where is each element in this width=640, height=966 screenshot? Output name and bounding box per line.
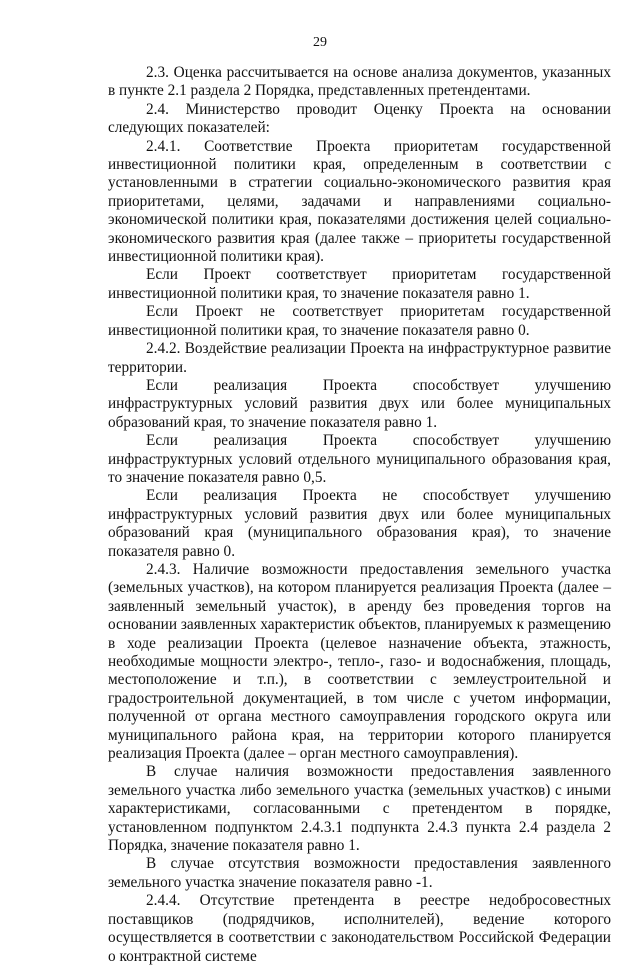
page-number: 29 bbox=[313, 35, 327, 50]
document-body bbox=[108, 64, 611, 966]
paragraph: 2.4.1. Соответствие Проекта приоритетам государственной инвестиционной политики края, определенным в соответствии с установленными в стратегии социально-экономического развития края приоритетами, целями, задачами и направлениями социально-экономической политики края, показателями достижения целей социально-экономического развития края (далее также – приоритеты государственной инвестиционной политики края). bbox=[108, 137, 611, 266]
paragraph: В случае наличия возможности предоставления заявленного земельного участка либо земельного участка (земельных участков) с иными характеристиками, согласованными с претендентом в порядке, установленном подпунктом 2.4.3.1 подпункта 2.4.3 пункта 2.4 раздела 2 Порядка, значение показателя равно 1. bbox=[108, 763, 611, 855]
paragraph: 2.4.2. Воздействие реализации Проекта на инфраструктурное развитие территории. bbox=[108, 340, 611, 376]
paragraph: Если реализация Проекта не способствует улучшению инфраструктурных условий развития двух или более муниципальных образований края (муниципального образования края), то значение показателя равно 0. bbox=[108, 487, 611, 560]
paragraph: 2.4.3. Наличие возможности предоставления земельного участка (земельных участков), на котором планируется реализация Проекта (далее – заявленный земельный участок), в аренду без проведения торгов на основании заявленных характеристик объектов, планируемых к размещению в ходе реализации Проекта (целевое назначение объекта, этажность, необходимые мощности электро-, тепло-, газо- и водоснабжения, площадь, местоположение и т.п.), в соответствии с землеустроительной и градостроительной документацией, в том числе с учетом информации, полученной от органа местного самоуправления городского округа или муниципального района края, на территории которого планируется реализация Проекта (далее – орган местного самоуправления). bbox=[108, 560, 611, 763]
paragraph: 2.4.4. Отсутствие претендента в реестре недобросовестных поставщиков (подрядчиков, исполнителей), ведение которого осуществляется в соответствии с законодательством Российской Федерации о контрактной системе bbox=[108, 892, 611, 965]
paragraph: Если Проект не соответствует приоритетам государственной инвестиционной политики края, то значение показателя равно 0. bbox=[108, 303, 611, 339]
paragraph: 2.4. Министерство проводит Оценку Проекта на основании следующих показателей: bbox=[108, 100, 611, 137]
paragraph: 2.3. Оценка рассчитывается на основе анализа документов, указанных в пункте 2.1 раздела 2 Порядка, представленных претендентами. bbox=[108, 64, 611, 100]
paragraph: Если реализация Проекта способствует улучшению инфраструктурных условий развития двух или более муниципальных образований края, то значение показателя равно 1. bbox=[108, 376, 611, 431]
paragraph: Если реализация Проекта способствует улучшению инфраструктурных условий отдельного муниципального образования края, то значение показателя равно 0,5. bbox=[108, 432, 611, 486]
paragraph: В случае отсутствия возможности предоставления заявленного земельного участка значение показателя равно -1. bbox=[108, 855, 611, 891]
paragraph: Если Проект соответствует приоритетам государственной инвестиционной политики края, то значение показателя равно 1. bbox=[108, 266, 611, 302]
